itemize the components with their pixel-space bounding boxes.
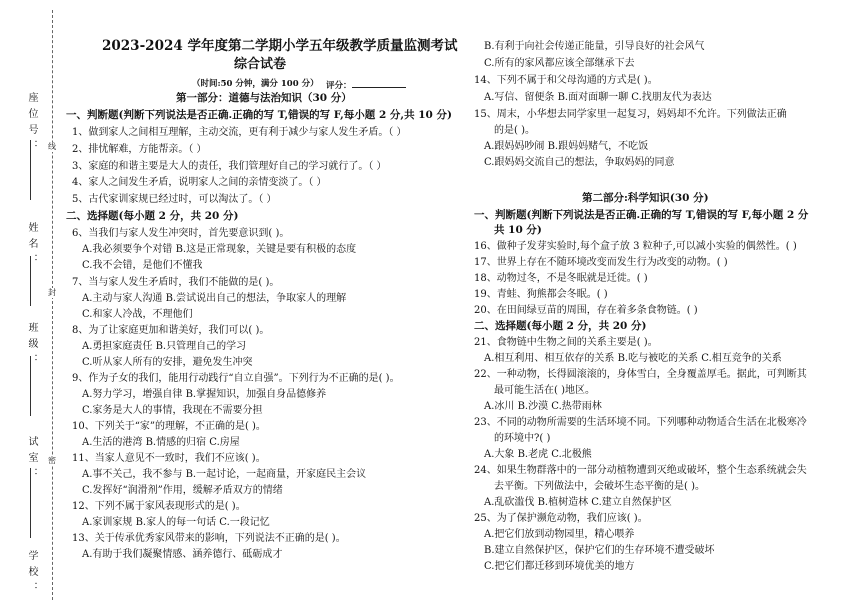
question-12: 12、下列不属于家风表现形式的是( )。 — [72, 501, 246, 512]
question-22-cont: 最可能生活在( )地区。 — [494, 385, 595, 396]
question-8-options-ab: A.勇担家庭责任 B.只管理自己的学习 — [82, 341, 247, 352]
part2-judge-header: 一、判断题(判断下列说法是否正确.正确的写 T,错误的写 F,每小题 2 分 — [474, 209, 809, 221]
question-16: 16、做种子发芽实验时,每个盒子放 3 粒种子,可以减小实验的偶然性。( ) — [474, 241, 797, 252]
question-14: 14、下列不属于和父母沟通的方式是( )。 — [474, 75, 658, 86]
class-label: 班级： — [26, 322, 37, 370]
question-1: 1、做到家人之间相互理解，主动交流，更有利于减少与家人发生矛盾。（ ） — [72, 127, 407, 138]
binding-sidebar — [0, 0, 58, 608]
question-11: 11、当家人意见不一致时，我们不应该( )。 — [72, 453, 266, 464]
question-6-option-c: C.我不会错，是他们不懂我 — [82, 260, 203, 271]
question-6: 6、当我们与家人发生冲突时，首先要意识到( )。 — [72, 228, 290, 239]
question-11-options-ab: A.事不关己，我不参与 B.一起讨论，一起商量，开家庭民主会议 — [82, 469, 367, 480]
question-23-options: A.大象 B.老虎 C.北极熊 — [484, 449, 592, 460]
question-11-option-c: C.发挥好“润滑剂”作用，缓解矛盾双方的情绪 — [82, 485, 283, 496]
part2-title: 第二部分:科学知识(30 分) — [582, 192, 709, 204]
question-2: 2、排忧解难，方能帮亲。（ ） — [72, 144, 207, 155]
question-21-options: A.相互利用、相互依存的关系 B.吃与被吃的关系 C.相互竞争的关系 — [484, 353, 782, 364]
room-blank — [30, 468, 31, 538]
question-4: 4、家人之间发生矛盾，说明家人之间的亲情变淡了。（ ） — [72, 177, 327, 188]
question-13-option-c: C.所有的家风都应该全部继承下去 — [484, 58, 635, 69]
seal-char-secret: 密 — [48, 456, 56, 465]
class-blank — [30, 356, 31, 416]
question-3: 3、家庭的和谐主要是大人的责任，我们管理好自己的学习就行了。（ ） — [72, 161, 387, 172]
question-23: 23、不同的动物所需要的生活环境不同。下列哪种动物适合生活在北极寒冷 — [474, 417, 807, 428]
question-20: 20、在田间绿豆苗的周围，存在着多条食物链。( ) — [474, 305, 698, 316]
seat-number-blank — [30, 140, 31, 200]
question-22: 22、一种动物，长得圆滚滚的，身体雪白，全身覆盖厚毛。据此，可判断其 — [474, 369, 807, 380]
question-15-options-ab: A.跟妈妈吵闹 B.跟妈妈赌气，不吃饭 — [484, 141, 649, 152]
seal-char-line: 线 — [48, 142, 56, 151]
exam-title: 2023-2024 学年度第二学期小学五年级教学质量监测考试 — [102, 38, 458, 54]
question-7: 7、当与家人发生矛盾时，我们不能做的是( )。 — [72, 277, 280, 288]
question-10-options: A.生活的港湾 B.情感的归宿 C.房屋 — [82, 437, 240, 448]
question-22-options: A.冰川 B.沙漠 C.热带雨林 — [484, 401, 602, 412]
question-13: 13、关于传承优秀家风带来的影响，下列说法不正确的是( )。 — [72, 533, 346, 544]
question-25-option-b: B.建立自然保护区，保护它们的生存环境不遭受破坏 — [484, 545, 715, 556]
score-field — [326, 78, 406, 93]
question-15-option-c: C.跟妈妈交流自己的想法，争取妈妈的同意 — [484, 157, 675, 168]
exam-meta: （时间:50 分钟，满分 100 分） — [192, 79, 319, 89]
question-23-cont: 的环境中?( ) — [494, 433, 551, 444]
question-25-option-a: A.把它们放到动物园里，精心喂养 — [484, 529, 635, 540]
question-24-options: A.乱砍滥伐 B.植树造林 C.建立自然保护区 — [484, 497, 672, 508]
school-label: 学校： — [26, 550, 37, 598]
question-9-option-c: C.家务是大人的事情，我现在不需要分担 — [82, 405, 263, 416]
question-12-options: A.家训家规 B.家人的每一句话 C.一段记忆 — [82, 517, 270, 528]
question-19: 19、青蛙、狗熊都会冬眠。( ) — [474, 289, 608, 300]
question-8-option-c: C.听从家人所有的安排，避免发生冲突 — [82, 357, 253, 368]
question-6-options-ab: A.我必须要争个对错 B.这是正常现象，关键是要有积极的态度 — [82, 244, 357, 255]
question-15-cont: 的是( )。 — [494, 125, 535, 136]
question-24-cont: 去平衡。下列做法中，会破坏生态平衡的是( )。 — [494, 481, 705, 492]
question-24: 24、如果生物群落中的一部分动植物遭到灭绝或破坏，整个生态系统就会失 — [474, 465, 807, 476]
exam-subtitle: 综合试卷 — [234, 57, 287, 72]
seat-number-label: 座位号： — [26, 92, 37, 156]
part1-choice-header: 二、选择题(每小题 2 分，共 20 分) — [66, 210, 239, 222]
binding-dashed-line — [52, 10, 53, 600]
question-25: 25、为了保护濒危动物，我们应该( )。 — [474, 513, 648, 524]
question-13-option-a: A.有助于我们凝聚情感、涵养德行、砥砺成才 — [82, 549, 283, 560]
score-blank[interactable] — [352, 78, 406, 88]
seal-char-seal: 封 — [48, 288, 56, 297]
question-18: 18、动物过冬，不是冬眠就是迁徙。( ) — [474, 273, 648, 284]
name-blank — [30, 256, 31, 306]
question-14-options: A.写信、留便条 B.面对面聊一聊 C.找朋友代为表达 — [484, 92, 712, 103]
part2-judge-header-cont: 共 10 分) — [494, 224, 542, 236]
question-9-options-ab: A.努力学习，增强自律 B.掌握知识，加强自身品德修养 — [82, 389, 327, 400]
question-7-option-c: C.和家人冷战，不理他们 — [82, 309, 193, 320]
part1-judge-header: 一、判断题(判断下列说法是否正确.正确的写 T,错误的写 F,每小题 2 分,共 10 分) — [66, 109, 452, 121]
part2-choice-header: 二、选择题(每小题 2 分，共 20 分) — [474, 320, 647, 332]
part1-title: 第一部分：道德与法治知识（30 分） — [176, 92, 352, 104]
question-5: 5、古代家训家规已经过时，可以淘汰了。（ ） — [72, 194, 277, 205]
score-label: 评分： — [326, 81, 352, 91]
name-label: 姓名： — [26, 222, 37, 270]
question-25-option-c: C.把它们都迁移到环境优美的地方 — [484, 561, 635, 572]
question-15: 15、周末，小华想去同学家里一起复习，妈妈却不允许。下列做法正确 — [474, 109, 787, 120]
question-17: 17、世界上存在不随环境改变而发生行为改变的动物。( ) — [474, 257, 728, 268]
question-9: 9、作为子女的我们，能用行动践行“自立自强”。下列行为不正确的是( )。 — [72, 373, 400, 384]
question-10: 10、下列关于“家”的理解，不正确的是( )。 — [72, 421, 266, 432]
question-7-options-ab: A.主动与家人沟通 B.尝试说出自己的想法，争取家人的理解 — [82, 293, 347, 304]
question-13-option-b: B.有利于向社会传递正能量，引导良好的社会风气 — [484, 41, 705, 52]
question-21: 21、食物链中生物之间的关系主要是( )。 — [474, 337, 658, 348]
question-8: 8、为了让家庭更加和谐美好，我们可以( )。 — [72, 325, 270, 336]
room-label: 试室： — [26, 436, 37, 484]
